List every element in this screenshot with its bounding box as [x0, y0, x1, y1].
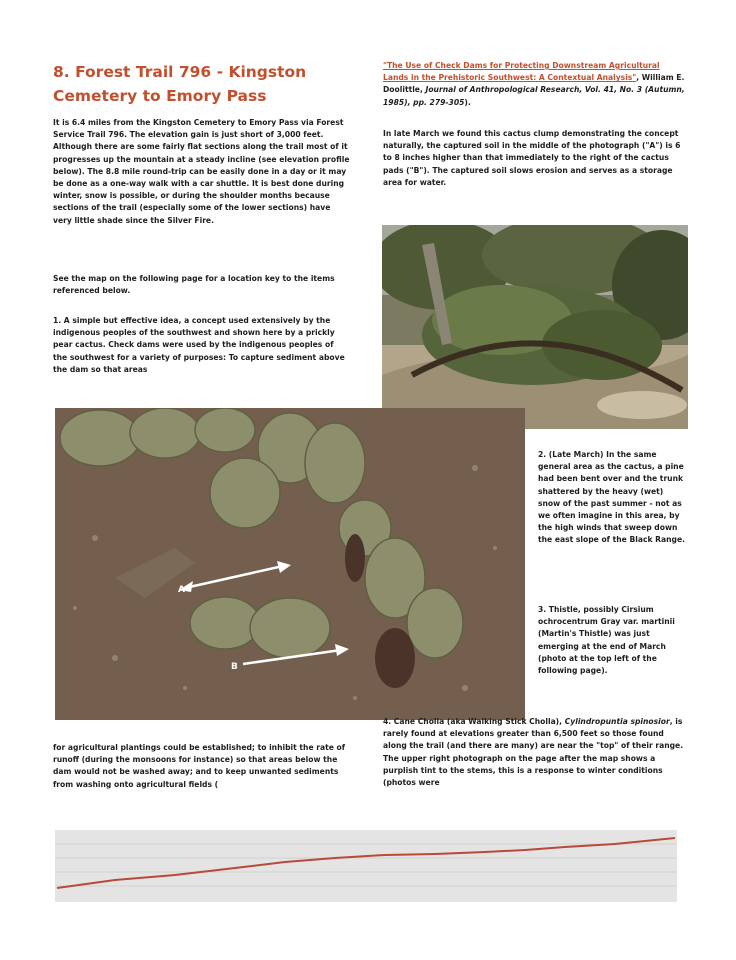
- photo-label-a: A: [178, 585, 185, 595]
- reference-citation: [383, 60, 685, 109]
- reference-link[interactable]: "The Use of Check Dams for Protecting Downstream Agricultural Lands in the Prehistoric Southwest: A Contextual Analysis": [383, 61, 660, 83]
- reference-end: ).: [464, 97, 471, 107]
- cactus-paragraph: In late March we found this cactus clump demonstrating the concept naturally, the captured soil in the middle of the photograph ("A") is 6 to 8 inches higher than that immediately to the right of the cactus pads ("B"). The captured soil slows erosion and serves as a storage area for water.: [383, 129, 681, 187]
- item-4-body: , is rarely found at elevations greater than 6,500 feet so those found along the trail (and there are many) are near the "top" of their range. The upper right photograph on the page after the map shows a purplish tint to the stems, this is a response to winter conditions (photos were: [383, 717, 684, 788]
- cactus-check-dam-photo: [55, 408, 525, 720]
- reference-journal: Journal of Anthropological Research, Vol. 41, No. 3 (Autumn, 1985), pp. 279-305: [383, 85, 685, 107]
- reference-author: , William E. Doolittle,: [383, 73, 685, 95]
- bent-pine-photo: [382, 225, 688, 429]
- page-title: 8. Forest Trail 796 - Kingston Cemetery to Emory Pass: [53, 63, 307, 105]
- item-1-continued-text: for agricultural plantings could be established; to inhibit the rate of runoff (during the monsoons for instance) so that areas below the dam would not be washed away; and to keep unwanted sediments from washing onto agricultural fields (: [53, 743, 346, 789]
- map-note: See the map on the following page for a location key to the items referenced below.: [53, 274, 335, 296]
- elevation-profile: [55, 830, 677, 902]
- item-4-scientific-name: Cylindropuntia spinosior: [564, 717, 670, 726]
- item-1-continued: [53, 742, 350, 791]
- intro-paragraph: It is 6.4 miles from the Kingston Cemetery to Emory Pass via Forest Service Trail 796. The elevation gain is just short of 3,000 feet. Although there are some fairly flat sections along the trail most of it progresses up the mountain at a steady incline (see elevation profile below). The 8.8 mile round-trip can be easily done in a day or it may be done as a one-way walk with a car shuttle. It is best done during winter, snow is possible, or during the shoulder months because sections of the trail (especially some of the lower sections) have very little shade since the Silver Fire.: [53, 118, 350, 225]
- item-1-text: 1. A simple but effective idea, a concept used extensively by the indigenous peoples of the southwest and shown here by a prickly pear cactus. Check dams were used by the indigenous peoples of the southwest for a variety of purposes: To capture sediment above the dam so that areas: [53, 316, 345, 374]
- item-4-heading: 4. Cane Cholla (aka Walking Stick Cholla),: [383, 717, 565, 726]
- item-3-text: 3. Thistle, possibly Cirsium ochrocentrum Gray var. martinii (Martin's Thistle) was just emerging at the end of March (photo at the top left of the following page).: [538, 605, 675, 676]
- photo-label-b: B: [231, 662, 238, 672]
- item-4-text: [383, 716, 685, 789]
- item-2-text: 2. (Late March) In the same general area as the cactus, a pine had been bent over and the trunk shattered by the heavy (wet) snow of the past summer - not as we often imagine in this area, by the high winds that sweep down the east slope of the Black Range.: [538, 450, 686, 545]
